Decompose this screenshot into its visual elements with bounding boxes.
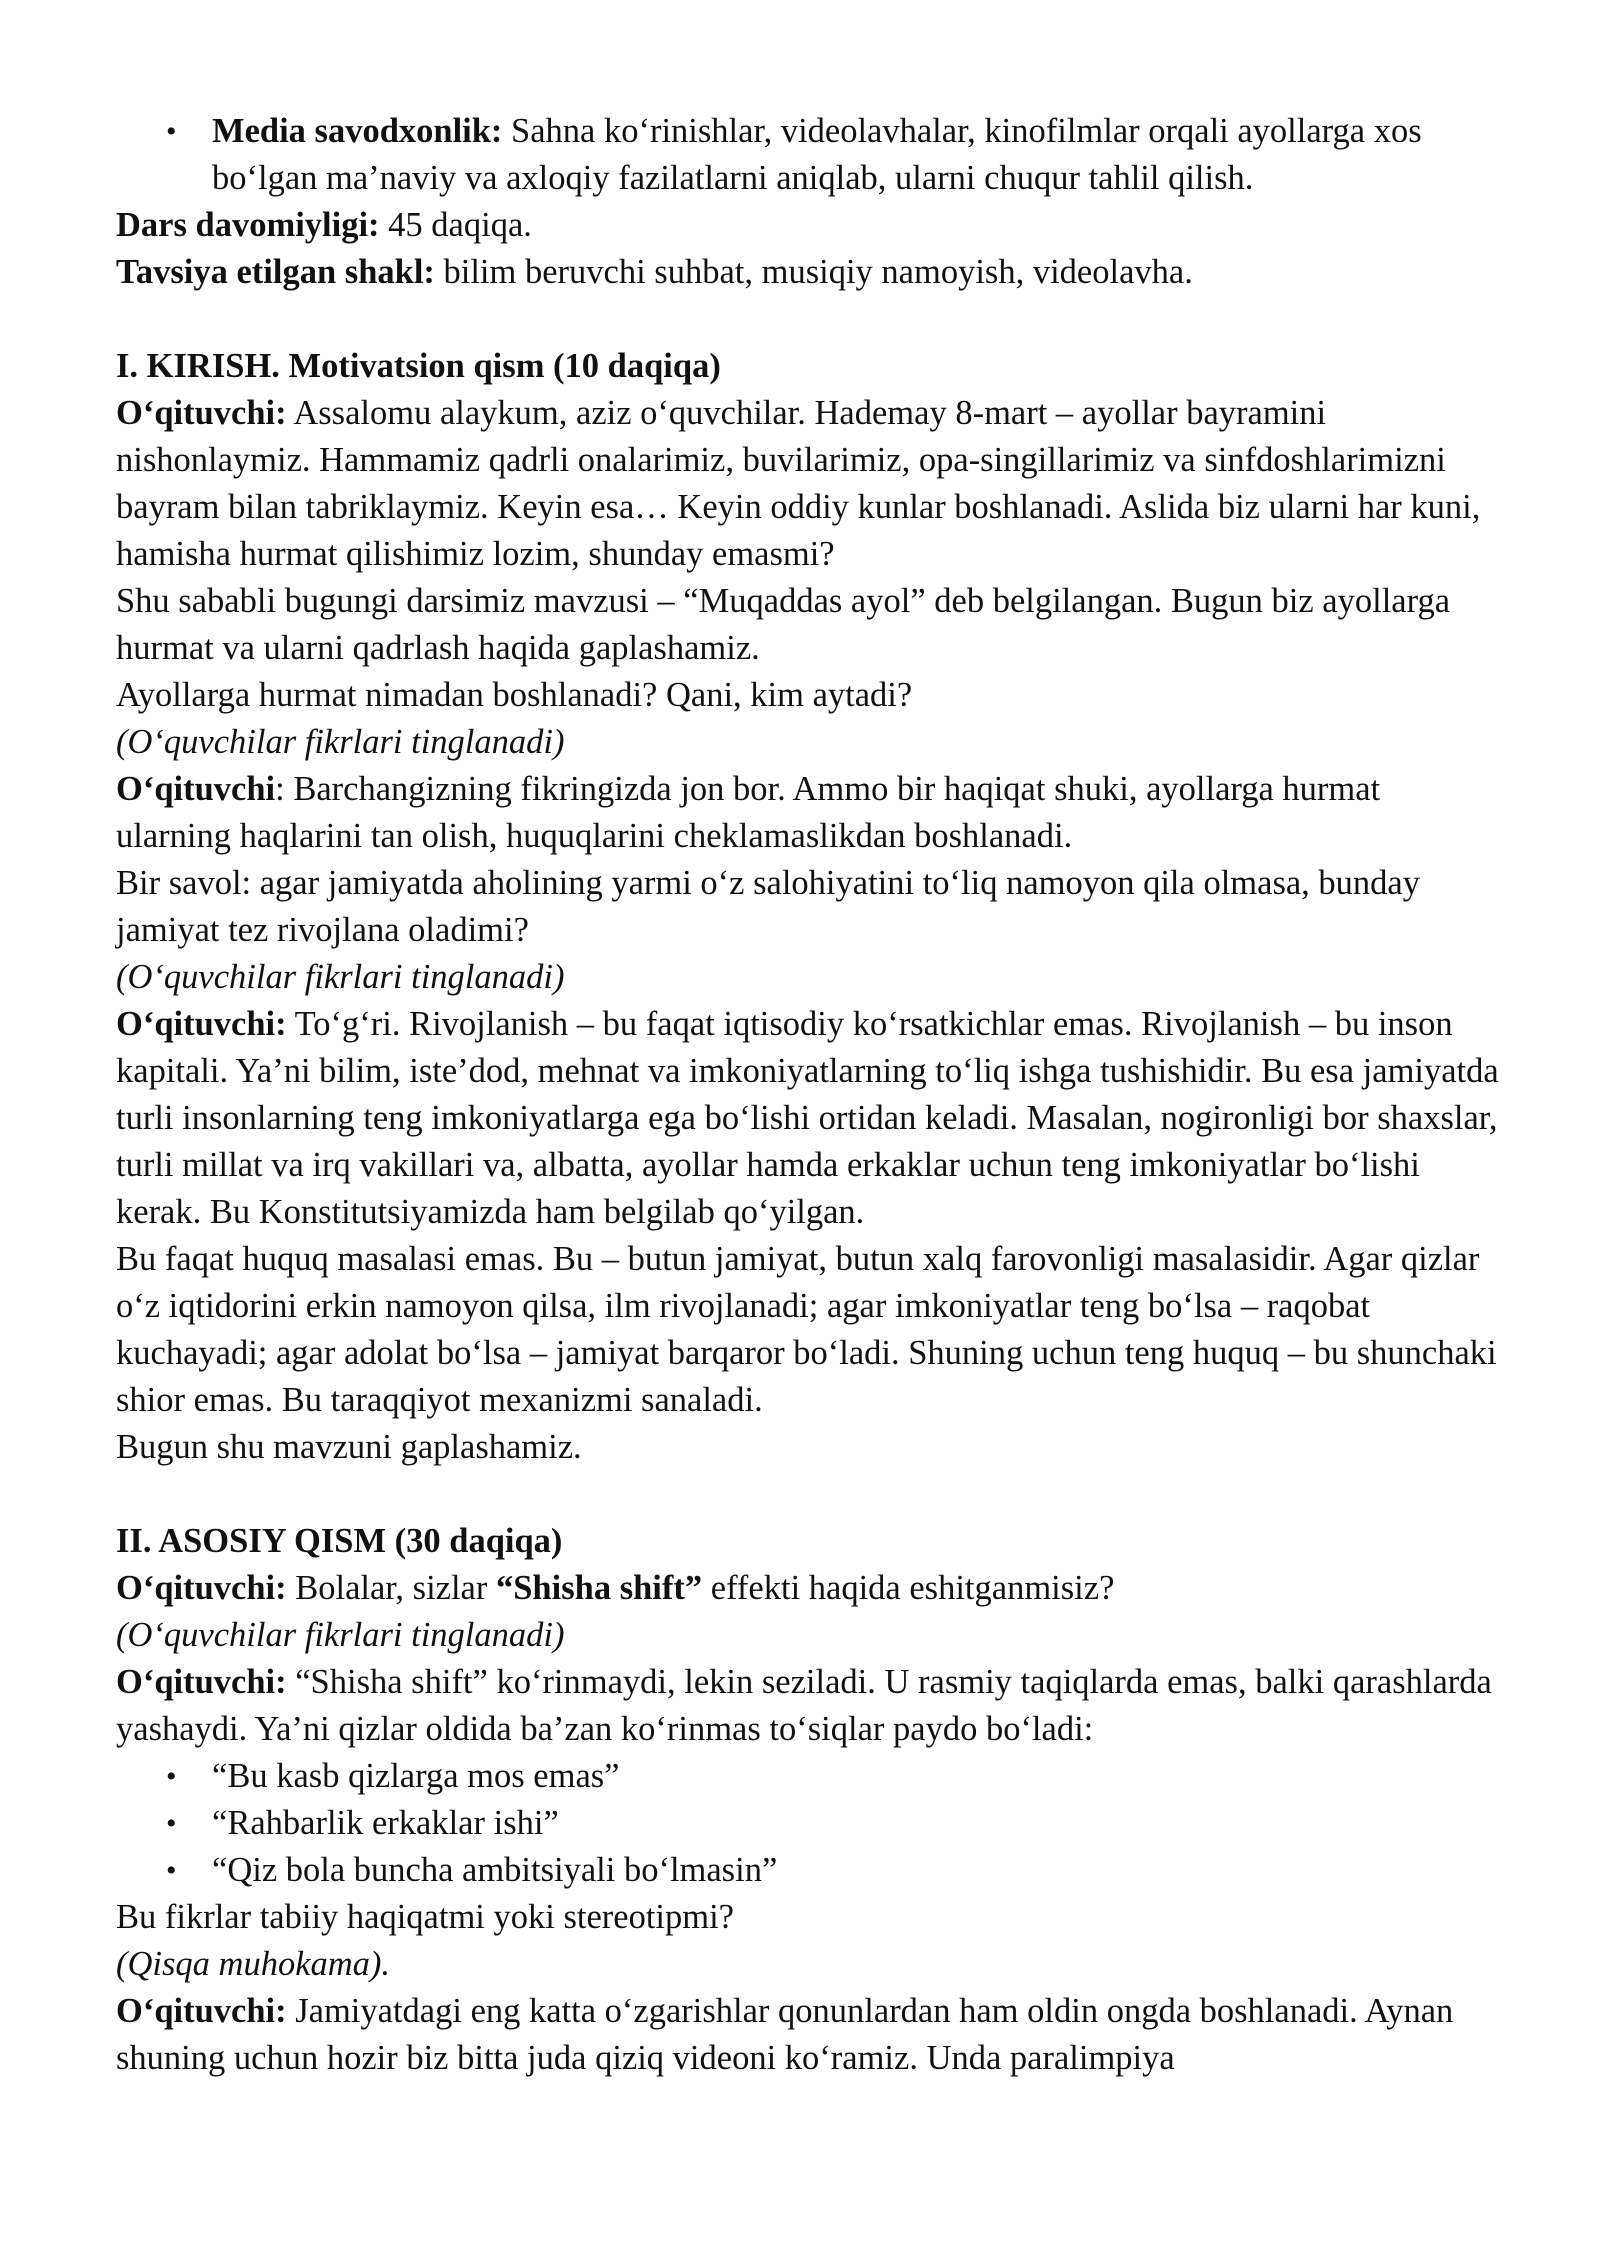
list-item [116, 108, 1500, 202]
recommended-format: Tavsiya etilgan shakl: bilim beruvchi suhbat, musiqiy namoyish, videolavha. [116, 253, 1193, 291]
paragraph: O‘qituvchi: Assalomu alaykum, aziz o‘quvchilar. Hademay 8-mart – ayollar bayramini nishonlaymiz. Hammamiz qadrli onalarimiz, buvilarimiz, opa-singillarimiz va sinfdoshlarimizni bayram bilan tabriklaymiz. Keyin esa… Keyin oddiy kunlar boshlanadi. Aslida biz ularni har kuni, hamisha hurmat qilishimiz lozim, shunday emasmi? [116, 394, 1481, 573]
list-item: • “Bu kasb qizlarga mos emas” [116, 1753, 1500, 1800]
stage-note: (Qisqa muhokama). [116, 1945, 391, 1983]
stage-note: (O‘quvchilar fikrlari tinglanadi) [116, 723, 565, 761]
paragraph: O‘qituvchi: “Shisha shift” ko‘rinmaydi, lekin seziladi. U rasmiy taqiqlarda emas, balki qarashlarda yashaydi. Ya’ni qizlar oldida ba’zan ko‘rinmas to‘siqlar paydo bo‘ladi: [116, 1663, 1492, 1748]
stereotype-list [116, 1753, 1500, 1894]
paragraph: O‘qituvchi: Bolalar, sizlar “Shisha shift” effekti haqida eshitganmisiz? [116, 1569, 1115, 1607]
spacer [116, 1471, 1500, 1518]
section-heading-main: II. ASOSIY QISM (30 daqiqa) [116, 1522, 563, 1560]
lesson-duration: Dars davomiyligi: 45 daqiqa. [116, 206, 532, 244]
paragraph: Shu sababli bugungi darsimiz mavzusi – “Muqaddas ayol” deb belgilangan. Bugun biz ayollarga hurmat va ularni qadrlash haqida gaplashamiz. [116, 582, 1451, 667]
bullet-icon: • [166, 115, 177, 148]
bullet-icon: • [166, 1807, 177, 1840]
paragraph: Bugun shu mavzuni gaplashamiz. [116, 1428, 582, 1466]
stage-note: (O‘quvchilar fikrlari tinglanadi) [116, 1616, 565, 1654]
media-literacy-text: Sahna ko‘rinishlar, videolavhalar, kinofilmlar orqali ayollarga xos bo‘lgan ma’naviy va axloqiy fazilatlarni aniqlab, ularni chuqur tahlil qilish. [212, 112, 1422, 197]
list-item: • “Qiz bola buncha ambitsiyali bo‘lmasin” [116, 1847, 1500, 1894]
paragraph: Bu faqat huquq masalasi emas. Bu – butun jamiyat, butun xalq farovonligi masalasidir. Agar qizlar o‘z iqtidorini erkin namoyon qilsa, ilm rivojlanadi; agar imkoniyatlar teng bo‘lsa – raqobat kuchayadi; agar adolat bo‘lsa – jamiyat barqaror bo‘ladi. Shuning uchun teng huquq – bu shunchaki shior emas. Bu taraqqiyot mexanizmi sanaladi. [116, 1240, 1497, 1419]
stage-note: (O‘quvchilar fikrlari tinglanadi) [116, 958, 565, 996]
paragraph: O‘qituvchi: Barchangizning fikringizda jon bor. Ammo bir haqiqat shuki, ayollarga hurmat ularning haqlarini tan olish, huquqlarini cheklamaslikdan boshlanadi. [116, 770, 1381, 855]
paragraph: Bir savol: agar jamiyatda aholining yarmi o‘z salohiyatini to‘liq namoyon qila olmasa, bunday jamiyat tez rivojlana oladimi? [116, 864, 1420, 949]
spacer [116, 296, 1500, 343]
paragraph: O‘qituvchi: To‘g‘ri. Rivojlanish – bu faqat iqtisodiy ko‘rsatkichlar emas. Rivojlanish – bu inson kapitali. Ya’ni bilim, iste’dod, mehnat va imkoniyatlarning to‘liq ishga tushishidir. Bu esa jamiyatda turli insonlarning teng imkoniyatlarga ega bo‘lishi ortidan keladi. Masalan, nogironligi bor shaxslar, turli millat va irq vakillari va, albatta, ayollar hamda erkaklar uchun teng imkoniyatlar bo‘lishi kerak. Bu Konstitutsiyamizda ham belgilab qo‘yilgan. [116, 1005, 1499, 1231]
objectives-list [116, 108, 1500, 202]
section-heading-intro: I. KIRISH. Motivatsion qism (10 daqiqa) [116, 347, 721, 385]
bullet-icon: • [166, 1760, 177, 1793]
bullet-icon: • [166, 1854, 177, 1887]
media-literacy-label: Media savodxonlik: [212, 112, 503, 150]
paragraph: Ayollarga hurmat nimadan boshlanadi? Qani, kim aytadi? [116, 676, 913, 714]
list-item: • “Rahbarlik erkaklar ishi” [116, 1800, 1500, 1847]
paragraph: Bu fikrlar tabiiy haqiqatmi yoki stereotipmi? [116, 1898, 734, 1936]
paragraph: O‘qituvchi: Jamiyatdagi eng katta o‘zgarishlar qonunlardan ham oldin ongda boshlanadi. Aynan shuning uchun hozir biz bitta juda qiziq videoni ko‘ramiz. Unda paralimpiya [116, 1992, 1454, 2077]
